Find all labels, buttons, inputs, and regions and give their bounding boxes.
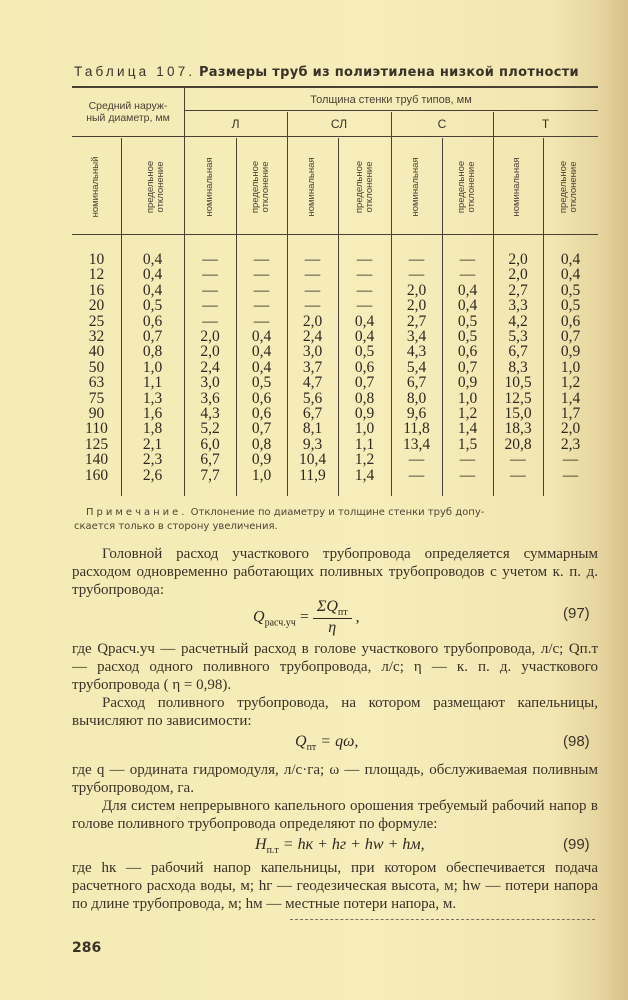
table-cell: 4,7 [302, 374, 323, 392]
table-cell: 0,5 [457, 312, 478, 330]
table-cell: 1,0 [457, 389, 478, 407]
table-cell: 0,7 [560, 328, 581, 345]
table-cell: 0,7 [354, 374, 375, 392]
table-cell: — [253, 281, 270, 299]
deviation-line2: отклонение [466, 161, 477, 213]
eq97-fraction [313, 598, 352, 637]
table-cell: 5,6 [302, 389, 323, 407]
table-cell: 18,3 [504, 420, 532, 438]
table-cell: 4,3 [406, 343, 427, 361]
subheader-nominal: номинальная [204, 157, 215, 217]
eq97-lhs: Q [253, 608, 265, 626]
deviation-line1: предельное [145, 160, 156, 214]
table-cell: — [202, 251, 218, 268]
footer-rule [290, 919, 595, 920]
table-cell: 6,0 [200, 435, 220, 453]
table-cell: 0,4 [560, 251, 581, 268]
eq99-rhs: = hк + hг + hw + hм, [278, 836, 425, 853]
table-cell: — [356, 297, 373, 315]
paragraph-6: где hк — рабочий напор капельницы, при котором обеспечивается подача расчетного расхода воды, м; hг — геодезическая высота, м; hw — потери напора по длине трубопровода, м; hм — местные потери напора, м. [72, 860, 598, 912]
diameter-cell: 140 [84, 451, 109, 469]
type-header-T: Т [541, 117, 550, 131]
paragraph-4: где q — ордината гидромодуля, л/с·га; ω — площадь, обслуживаемая поливным трубопроводом, га. [72, 762, 598, 796]
table-cell: 20,8 [504, 435, 532, 453]
table-cell: 3,6 [200, 389, 220, 407]
table-cell: 0,7 [142, 328, 163, 345]
table-cell: — [304, 266, 321, 284]
table-cell: 0,5 [251, 374, 272, 392]
table-top-rule [72, 86, 598, 88]
table-cell: 10,4 [298, 451, 327, 469]
table-cell: 2,0 [302, 312, 323, 330]
diameter-cell: 160 [84, 466, 109, 484]
table-cell: 0,4 [354, 312, 375, 330]
table-cell: 0,4 [457, 281, 478, 299]
diameter-cell: 32 [88, 328, 105, 345]
table-cell: 1,1 [354, 435, 375, 453]
table-cell: 1,2 [457, 405, 478, 422]
table-cell: 0,4 [251, 358, 272, 376]
table-cell: — [459, 466, 476, 484]
table-cell: — [304, 251, 321, 268]
table-cell: 0,4 [142, 251, 163, 268]
diameter-cell: 40 [88, 343, 105, 361]
table-cell: — [253, 251, 270, 268]
table-cell: — [510, 466, 526, 484]
table-cell: 6,7 [302, 405, 323, 422]
table-cell: 2,4 [200, 358, 220, 376]
table-cell: 0,8 [251, 435, 272, 453]
table-cell: 0,8 [354, 389, 375, 407]
paragraph-1: Головной расход участкового трубопровода определяется суммарным расходом одновременно работающих поливных трубопроводов с учетом к. п. д. трубопровода: [72, 546, 598, 598]
eq99-lhs: H [255, 836, 267, 853]
table-cell: 7,7 [200, 466, 220, 484]
eq99-lhs-sub: п.т [266, 845, 279, 857]
eq97-equals: = [295, 608, 313, 626]
table-cell: — [459, 251, 476, 268]
diameter-cell: 50 [88, 358, 105, 376]
table-cell: 1,0 [354, 420, 375, 438]
table-cell: 13,4 [402, 435, 431, 453]
table-cell: 2,3 [560, 435, 581, 453]
table-cell: — [253, 297, 270, 315]
table-cell: — [304, 297, 321, 315]
table-cell: 0,4 [457, 297, 478, 315]
diameter-header [72, 100, 184, 124]
table-cell: — [408, 451, 425, 469]
table-cell: 1,2 [560, 374, 581, 392]
subheader-nominal: номинальный [90, 156, 101, 218]
eq97-numerator: ΣQ [316, 598, 338, 615]
subheader-deviation [146, 145, 166, 229]
table-cell: 6,7 [508, 343, 528, 361]
note-label: Примечание. [86, 507, 188, 518]
subheader-nominal: номинальная [306, 157, 317, 217]
table-cell: 2,3 [142, 451, 163, 469]
table-cell: 8,1 [302, 420, 323, 438]
paragraph-5: Для систем непрерывного капельного орошения требуемый рабочий напор в голове поливного трубопровода определяют по формуле: [72, 798, 598, 832]
table-cell: 12,5 [504, 389, 532, 407]
table-cell: 2,0 [406, 297, 427, 315]
diameter-cell: 16 [88, 281, 105, 299]
table-cell: — [253, 266, 270, 284]
table-cell: 10,5 [504, 374, 532, 392]
eq97-numerator-sub: пт [337, 607, 348, 619]
eq98-rhs: = qω, [316, 733, 359, 750]
subheader-deviation [559, 145, 579, 229]
diameter-cell: 125 [84, 435, 109, 453]
table-cell: 3,7 [302, 358, 323, 376]
equation-99-number: (99) [563, 836, 590, 853]
table-cell: 0,6 [251, 389, 272, 407]
equation-98 [295, 733, 358, 753]
table-cell: 5,2 [200, 420, 220, 438]
table-note [74, 506, 596, 534]
table-cell: 1,0 [251, 466, 272, 484]
paragraph-3: Расход поливного трубопровода, на котором размещают капельницы, вычисляют по зависимости: [72, 695, 598, 729]
table-cell: — [356, 251, 373, 268]
table-caption [74, 64, 604, 81]
equation-97-number: (97) [563, 605, 590, 622]
deviation-line1: предельное [250, 160, 261, 214]
table-cell: 1,8 [142, 420, 163, 438]
note-line2: скается только в сторону увеличения. [74, 521, 278, 532]
equation-97 [253, 598, 360, 637]
table-cell: 2,7 [406, 312, 427, 330]
table-cell: 3,0 [302, 343, 323, 361]
table-cell: 0,5 [560, 281, 581, 299]
type-header-SL: СЛ [330, 117, 348, 131]
table-cell: 0,7 [251, 420, 272, 438]
table-cell: 2,4 [302, 328, 323, 345]
table-cell: 1,4 [354, 466, 375, 484]
equation-99 [255, 836, 425, 856]
table-cell: 5,3 [508, 328, 528, 345]
table-cell: 1,5 [457, 435, 478, 453]
table-cell: 0,9 [560, 343, 581, 361]
table-cell: 4,2 [508, 312, 528, 330]
type-header-S: С [437, 117, 447, 131]
table-cell: 8,0 [406, 389, 427, 407]
table-cell: 1,3 [142, 389, 163, 407]
table-cell: 0,6 [142, 312, 163, 330]
table-cell: — [253, 312, 270, 330]
diameter-cell: 12 [88, 266, 105, 284]
eq98-lhs-sub: пт [306, 742, 317, 754]
diameter-cell: 90 [88, 405, 105, 422]
table-cell: 2,0 [200, 343, 220, 361]
diameter-cell: 20 [88, 297, 105, 315]
eq98-lhs: Q [295, 733, 307, 750]
table-cell: 15,0 [504, 405, 532, 422]
paragraph-2: где Qрасч.уч — расчетный расход в голове участкового трубопровода, л/с; Qп.т — расход одного поливного трубопровода, л/с; η — к. п. д. участкового трубопровода ( η = 0,98). [72, 641, 598, 693]
subheader-nominal: номинальная [410, 157, 421, 217]
table-cell: 3,3 [508, 297, 528, 315]
table-cell: 1,7 [560, 405, 581, 422]
deviation-line2: отклонение [260, 161, 271, 213]
table-cell: 0,9 [354, 405, 375, 422]
table-cell: 11,9 [299, 466, 326, 484]
thickness-header: Толщина стенки труб типов, мм [310, 94, 472, 106]
table-cell: 0,8 [142, 343, 163, 361]
table-cell: 2,0 [200, 328, 220, 345]
table-cell: 5,4 [406, 358, 427, 376]
table-cell: 4,3 [200, 405, 220, 422]
table-caption-title: Размеры труб из полиэтилена низкой плотности [198, 65, 579, 80]
table-cell: 0,6 [560, 312, 581, 330]
diameter-cell: 10 [88, 251, 105, 268]
deviation-line2: отклонение [364, 161, 375, 213]
table-cell: — [408, 466, 425, 484]
table-cell: 2,7 [508, 281, 528, 299]
table-cell: 2,0 [560, 420, 581, 438]
deviation-line2: отклонение [568, 161, 579, 213]
table-cell: 2,6 [142, 466, 163, 484]
table-cell: 1,0 [142, 358, 163, 376]
table-cell: 1,6 [142, 405, 163, 422]
diameter-cell: 63 [88, 374, 105, 392]
table-caption-label: Таблица 107. [74, 64, 196, 79]
table-cell: 1,2 [354, 451, 375, 469]
diameter-cell: 25 [88, 312, 105, 330]
eq97-denominator: η [328, 619, 337, 637]
table-cell: — [304, 281, 321, 299]
subheader-deviation [457, 145, 477, 229]
eq97-lhs-sub: расч.уч [264, 617, 296, 629]
deviation-line1: предельное [456, 160, 467, 214]
table-cell: 3,4 [406, 328, 427, 345]
table-cell: 0,5 [354, 343, 375, 361]
table-cell: 2,0 [508, 251, 528, 268]
table-cell: — [356, 281, 373, 299]
deviation-line1: предельное [558, 160, 569, 214]
table-cell: — [202, 312, 218, 330]
deviation-line2: отклонение [155, 161, 166, 213]
subheader-deviation [251, 145, 271, 229]
table-cell: 0,4 [142, 281, 163, 299]
table-cell: — [202, 266, 218, 284]
table-cell: 8,3 [508, 358, 528, 376]
diameter-cell: 75 [88, 389, 105, 407]
thickness-header-rule [184, 110, 598, 111]
table-cell: 0,4 [560, 266, 581, 284]
subheader-nominal: номинальная [511, 157, 522, 217]
table-cell: 0,4 [251, 328, 272, 345]
diameter-header-line2: ный диаметр, мм [86, 112, 170, 124]
table-cell: — [202, 281, 218, 299]
table-cell: 6,7 [406, 374, 427, 392]
table-cell: 0,9 [251, 451, 272, 469]
table-cell: 0,5 [560, 297, 581, 315]
table-cell: — [562, 451, 579, 469]
diameter-header-line1: Средний наруж- [88, 100, 168, 112]
table-cell: 2,0 [508, 266, 528, 284]
table-cell: 2,0 [406, 281, 427, 299]
eq97-tail: , [351, 608, 360, 626]
table-cell: — [408, 251, 425, 268]
page-number: 286 [72, 940, 102, 956]
deviation-line1: предельное [354, 160, 365, 214]
table-cell: 1,1 [142, 374, 163, 392]
table-cell: 0,4 [142, 266, 163, 284]
type-header-L: Л [231, 117, 240, 131]
table-cell: 1,4 [560, 389, 581, 407]
table-cell: 0,6 [251, 405, 272, 422]
table-cell: 0,6 [457, 343, 478, 361]
table-cell: 0,4 [251, 343, 272, 361]
table-cell: 3,0 [200, 374, 220, 392]
table-cell: — [408, 266, 425, 284]
table-cell: — [459, 266, 476, 284]
table-cell: — [356, 266, 373, 284]
note-line1: Отклонение по диаметру и толщине стенки труб допу- [190, 507, 485, 518]
table-cell: 0,6 [354, 358, 375, 376]
table-cell: — [562, 466, 579, 484]
table-cell: 9,3 [302, 435, 323, 453]
table-cell: 9,6 [406, 405, 427, 422]
table-cell: 0,4 [354, 328, 375, 345]
table-cell: — [459, 451, 476, 469]
table-cell: — [202, 297, 218, 315]
header-bottom-rule [72, 234, 598, 235]
table-cell: 0,5 [457, 328, 478, 345]
table-cell: 11,8 [403, 420, 430, 438]
table-cell: — [510, 451, 526, 469]
table-cell: 0,5 [142, 297, 163, 315]
subheader-deviation [355, 145, 375, 229]
table-cell: 1,4 [457, 420, 478, 438]
table-cell: 6,7 [200, 451, 220, 469]
table-cell: 0,7 [457, 358, 478, 376]
type-header-rule [72, 136, 598, 137]
table-cell: 0,9 [457, 374, 478, 392]
table-cell: 2,1 [142, 435, 163, 453]
table-cell: 1,0 [560, 358, 581, 376]
equation-98-number: (98) [563, 733, 590, 750]
diameter-cell: 110 [85, 420, 108, 438]
